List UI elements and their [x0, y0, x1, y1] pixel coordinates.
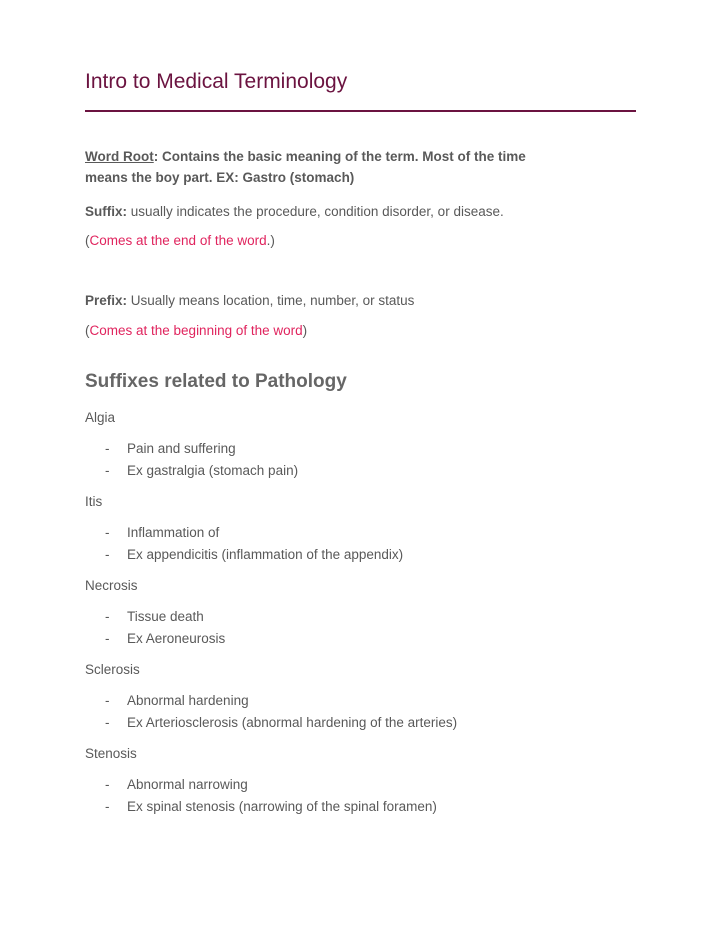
term-name: Sclerosis: [85, 662, 140, 677]
suffix-note-open: (: [85, 233, 90, 248]
bullet-marker: -: [105, 631, 110, 646]
bullet-item: [105, 525, 219, 540]
document-title: Intro to Medical Terminology: [85, 70, 348, 93]
prefix-text: Usually means location, time, number, or status: [127, 293, 415, 308]
bullet-text: Pain and suffering: [127, 441, 236, 456]
bullet-item: [105, 463, 298, 478]
prefix-note: [85, 320, 637, 341]
bullet-marker: -: [105, 799, 110, 814]
bullet-item: [105, 441, 236, 456]
term-name: Necrosis: [85, 578, 138, 593]
bullet-text: Ex gastralgia (stomach pain): [127, 463, 299, 478]
prefix-note-close: ): [302, 323, 308, 338]
suffix-paragraph: [85, 201, 637, 222]
word-root-text-line2: means the boy part. EX: Gastro (stomach): [85, 170, 355, 185]
suffix-text: usually indicates the procedure, condition disorder, or disease.: [127, 204, 504, 219]
bullet-marker: -: [105, 441, 110, 456]
title-underline-rule: [85, 110, 636, 112]
bullet-text: Tissue death: [127, 609, 204, 624]
term-name: Itis: [85, 494, 103, 509]
bullet-marker: -: [105, 609, 110, 624]
bullet-text: Ex appendicitis (inflammation of the appendix): [127, 547, 404, 562]
bullet-item: [105, 609, 204, 624]
word-root-label: Word Root: [85, 149, 154, 164]
suffix-label: Suffix:: [85, 204, 127, 219]
bullet-item: [105, 693, 249, 708]
bullet-marker: -: [105, 777, 110, 792]
bullet-marker: -: [105, 463, 110, 478]
bullet-text: Abnormal hardening: [127, 693, 249, 708]
bullet-text: Ex Arteriosclerosis (abnormal hardening of the arteries): [127, 715, 458, 730]
term-name: Stenosis: [85, 746, 137, 761]
section-heading: Suffixes related to Pathology: [85, 371, 347, 392]
bullet-text: Inflammation of: [127, 525, 220, 540]
bullet-marker: -: [105, 547, 110, 562]
prefix-note-open: (: [85, 323, 90, 338]
suffix-note-text: Comes at the end of the word: [89, 233, 267, 248]
bullet-item: [105, 631, 225, 646]
prefix-note-text: Comes at the beginning of the word: [89, 323, 303, 338]
bullet-marker: -: [105, 525, 110, 540]
bullet-text: Ex Aeroneurosis: [127, 631, 226, 646]
bullet-item: [105, 799, 437, 814]
suffix-note: [85, 230, 637, 251]
term-name: Algia: [85, 410, 116, 425]
bullet-text: Abnormal narrowing: [127, 777, 248, 792]
word-root-paragraph: [85, 146, 637, 188]
bullet-item: [105, 777, 248, 792]
prefix-paragraph: [85, 290, 637, 311]
bullet-marker: -: [105, 715, 110, 730]
bullet-item: [105, 715, 457, 730]
bullet-item: [105, 547, 403, 562]
word-root-text-line1: : Contains the basic meaning of the term. Most of the time: [153, 149, 526, 164]
prefix-label: Prefix:: [85, 293, 128, 308]
bullet-marker: -: [105, 693, 110, 708]
suffix-note-close: .): [266, 233, 275, 248]
bullet-text: Ex spinal stenosis (narrowing of the spinal foramen): [127, 799, 437, 814]
